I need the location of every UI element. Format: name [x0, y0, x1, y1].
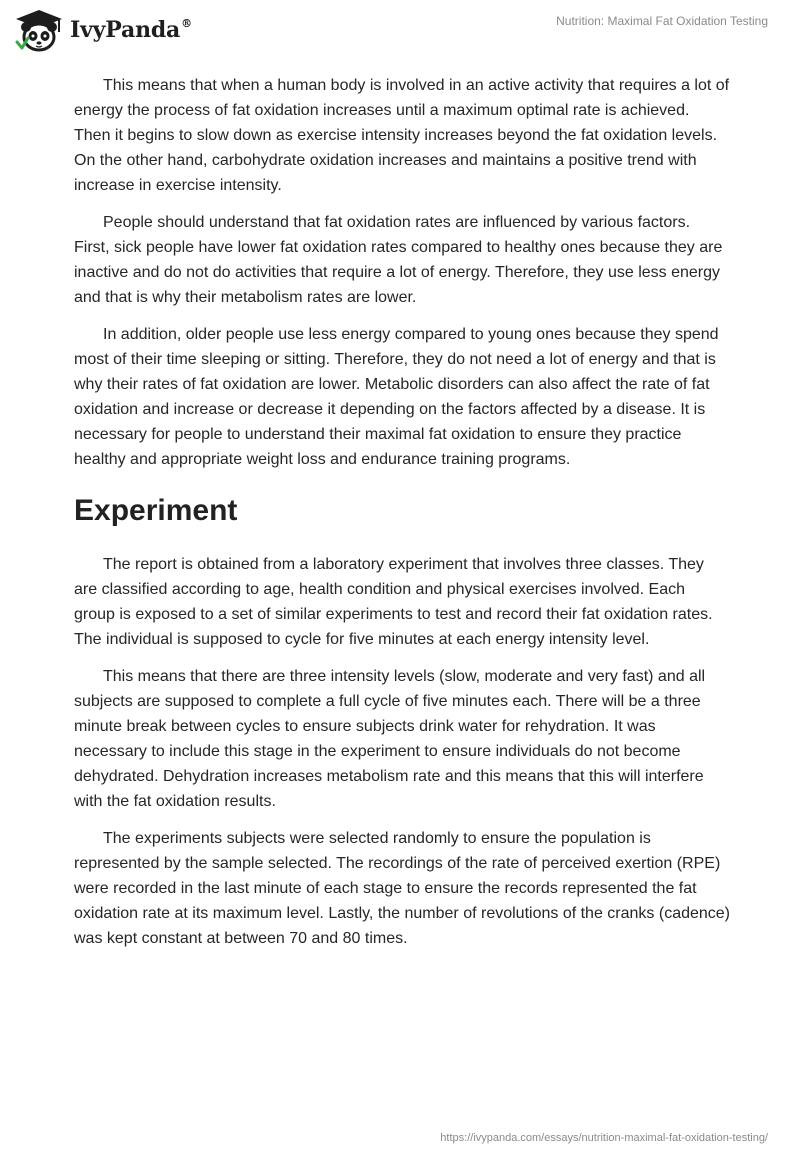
section-heading: Experiment — [74, 494, 238, 527]
source-url[interactable]: https://ivypanda.com/essays/nutrition-maximal-fat-oxidation-testing/ — [440, 1132, 768, 1144]
intro-paragraph-2: People should understand that fat oxidation rates are influenced by various factors. First, sick people have lower fat oxidation rates compared to healthy ones because they are inactive and do not do activities that require a lot of energy. Therefore, they use less energy and that is why their metabolism rates are lower. — [74, 214, 723, 306]
document-title: Nutrition: Maximal Fat Oxidation Testing — [556, 14, 768, 28]
experiment-paragraph-1: The report is obtained from a laboratory experiment that involves three classes. They are classified according to age, health condition and physical exercises involved. Each group is exposed to a set of similar experiments to test and record their fat oxidation rates. The individual is supposed to cycle for five minutes at each energy intensity level. — [74, 556, 713, 648]
panda-logo-icon — [14, 8, 64, 52]
intro-paragraph-1: This means that when a human body is involved in an active activity that requires a lot of energy the process of fat oxidation increases until a maximum optimal rate is achieved. Then it begins to slow down as exercise intensity increases beyond the fat oxidation levels. On the other hand, carbohydrate oxidation increases and maintains a positive trend with increase in exercise intensity. — [74, 77, 730, 194]
ivypanda-logo[interactable] — [14, 8, 192, 52]
brand-name: IvyPanda® — [70, 17, 192, 43]
intro-paragraph-3: In addition, older people use less energy compared to young ones because they spend most of their time sleeping or sitting. Therefore, they do not need a lot of energy and that is why their rates of fat oxidation are lower. Metabolic disorders can also affect the rate of fat oxidation and increase or decrease it depending on the factors affected by a disease. It is necessary for people to understand their maximal fat oxidation to ensure they practice healthy and appropriate weight loss and endurance training programs. — [74, 326, 719, 468]
experiment-paragraph-2: This means that there are three intensity levels (slow, moderate and very fast) and all subjects are supposed to complete a full cycle of five minutes each. There will be a three minute break between cycles to ensure subjects drink water for rehydration. It was necessary to include this stage in the experiment to ensure individuals do not become dehydrated. Dehydration increases metabolism rate and this means that this will interfere with the fat oxidation results. — [74, 668, 706, 810]
article-body — [74, 73, 730, 963]
page-header — [0, 0, 800, 60]
experiment-paragraph-3: The experiments subjects were selected randomly to ensure the population is represented by the sample selected. The recordings of the rate of perceived exertion (RPE) were recorded in the last minute of each stage to ensure the records represented the fat oxidation rate at its maximum level. Lastly, the number of revolutions of the cranks (cadence) was kept constant at between 70 and 80 times. — [74, 830, 731, 947]
